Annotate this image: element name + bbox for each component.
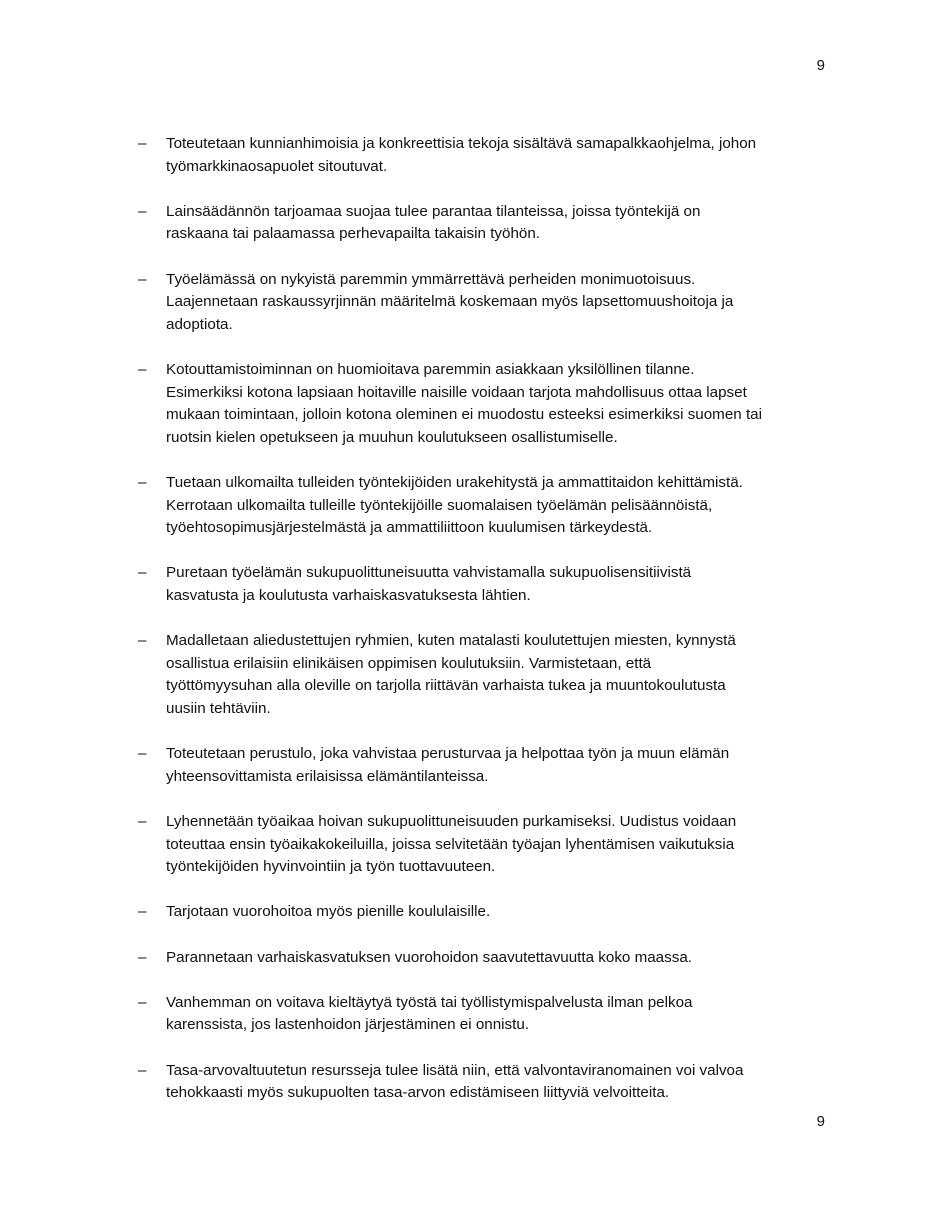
list-item-line: Työelämässä on nykyistä paremmin ymmärrettävä perheiden monimuotoisuus. <box>166 270 696 288</box>
list-item-line: Kotouttamistoiminnan on huomioitava paremmin asiakkaan yksilöllinen tilanne. <box>166 361 695 378</box>
list-item-line: yhteensovittamista erilaisissa elämäntilanteissa. <box>166 767 489 785</box>
list-item-text <box>166 811 836 879</box>
list-item <box>138 992 838 1037</box>
list-item-line: työmarkkinaosapuolet sitoutuvat. <box>166 157 388 175</box>
page-number-bottom: 9 <box>816 1113 825 1130</box>
list-item-line: toteuttaa ensin työaikakokeiluilla, joissa selvitetään työajan lyhentämisen vaikutuksia <box>166 835 735 853</box>
list-item-line: Kerrotaan ulkomailta tulleille työntekijöille suomalaisen työelämän pelisäännöistä, <box>166 496 713 514</box>
list-item <box>138 630 838 720</box>
list-item-text <box>166 359 836 449</box>
list-item-line: tehokkaasti myös sukupuolten tasa-arvon edistämiseen liittyviä velvoitteita. <box>166 1084 670 1102</box>
list-item-line: Lainsäädännön tarjoamaa suojaa tulee parantaa tilanteissa, joissa työntekijä on <box>166 202 701 220</box>
list-item <box>138 811 838 879</box>
list-item <box>138 269 838 337</box>
bullet-dash: – <box>138 948 147 966</box>
bullet-dash: – <box>138 745 147 763</box>
list-item <box>138 201 838 246</box>
list-item-line: raskaana tai palaamassa perhevapailta takaisin työhön. <box>166 225 541 243</box>
bullet-dash: – <box>138 903 147 921</box>
bullet-dash: – <box>138 474 147 491</box>
list-item-text <box>166 947 836 970</box>
bullet-dash: – <box>138 1061 147 1079</box>
bullet-dash: – <box>138 135 147 152</box>
bullet-dash: – <box>138 564 147 582</box>
list-item <box>138 1060 838 1105</box>
list-item-line: Lyhennetään työaikaa hoivan sukupuolittuneisuuden purkamiseksi. Uudistus voidaan <box>166 813 737 830</box>
list-item <box>138 359 838 449</box>
list-item-line: uusiin tehtäviin. <box>166 699 271 717</box>
list-item-text <box>166 472 836 540</box>
list-item-line: osallistua erilaisiin elinikäisen oppimisen koulutuksiin. Varmistetaan, että <box>166 654 652 672</box>
list-item-line: Esimerkiksi kotona lapsiaan hoitaville naisille voidaan tarjota mahdollisuus ottaa lapset <box>166 383 747 401</box>
bullet-dash: – <box>138 993 147 1011</box>
list-item-line: ruotsin kielen opetukseen ja muuhun koulutukseen osallistumiselle. <box>166 428 618 446</box>
list-item-line: Tarjotaan vuorohoitoa myös pienille koululaisille. <box>166 903 491 921</box>
list-item <box>138 472 838 540</box>
list-item-line: Madalletaan aliedustettujen ryhmien, kuten matalasti koulutettujen miesten, kynnystä <box>166 632 736 650</box>
list-item-text <box>166 269 836 337</box>
list-item-line: Tasa-arvovaltuutetun resursseja tulee lisätä niin, että valvontaviranomainen voi valvoa <box>166 1061 744 1079</box>
list-item-text <box>166 133 836 178</box>
bullet-dash: – <box>138 632 147 650</box>
list-item-text <box>166 562 836 607</box>
list-item-text <box>166 743 836 788</box>
list-item-line: Vanhemman on voitava kieltäytyä työstä tai työllistymispalvelusta ilman pelkoa <box>166 993 693 1011</box>
list-item-line: Tuetaan ulkomailta tulleiden työntekijöiden urakehitystä ja ammattitaidon kehittämistä. <box>166 474 743 491</box>
list-item <box>138 133 838 178</box>
list-item-line: adoptiota. <box>166 315 233 333</box>
list-item-text <box>166 201 836 246</box>
list-item-line: työttömyysuhan alla oleville on tarjolla riittävän varhaista tukea ja muuntokoulutusta <box>166 677 726 695</box>
list-item-line: mukaan toimintaan, jolloin kotona oleminen ei muodostu esteeksi esimerkiksi suomen tai <box>166 406 762 424</box>
bullet-dash: – <box>138 202 147 220</box>
list-item-line: työehtosopimusjärjestelmästä ja ammattiliittoon kuulumisen tärkeydestä. <box>166 519 653 537</box>
list-item-text <box>166 630 836 720</box>
bullet-dash: – <box>138 270 147 288</box>
list-item <box>138 743 838 788</box>
list-item-text <box>166 1060 836 1105</box>
list-item-line: Parannetaan varhaiskasvatuksen vuorohoidon saavutettavuutta koko maassa. <box>166 948 692 966</box>
list-item <box>138 901 838 924</box>
list-item-line: työntekijöiden hyvinvointiin ja työn tuottavuuteen. <box>166 858 496 876</box>
list-item-text <box>166 992 836 1037</box>
list-item-text <box>166 901 836 924</box>
list-item-line: karenssista, jos lastenhoidon järjestäminen ei onnistu. <box>166 1016 530 1034</box>
list-item-line: Toteutetaan perustulo, joka vahvistaa perusturvaa ja helpottaa työn ja muun elämän <box>166 745 730 763</box>
list-item <box>138 562 838 607</box>
bullet-dash: – <box>138 813 147 830</box>
list-item-line: kasvatusta ja koulutusta varhaiskasvatuksesta lähtien. <box>166 586 531 604</box>
list-item-line: Laajennetaan raskaussyrjinnän määritelmä koskemaan myös lapsettomuushoitoja ja <box>166 293 734 311</box>
list-item-line: Puretaan työelämän sukupuolittuneisuutta vahvistamalla sukupuolisensitiivistä <box>166 564 692 582</box>
list-item <box>138 947 838 970</box>
list-item-line: Toteutetaan kunnianhimoisia ja konkreettisia tekoja sisältävä samapalkkaohjelma, johon <box>166 135 757 152</box>
page-number-top: 9 <box>816 57 825 74</box>
bullet-dash: – <box>138 361 147 378</box>
